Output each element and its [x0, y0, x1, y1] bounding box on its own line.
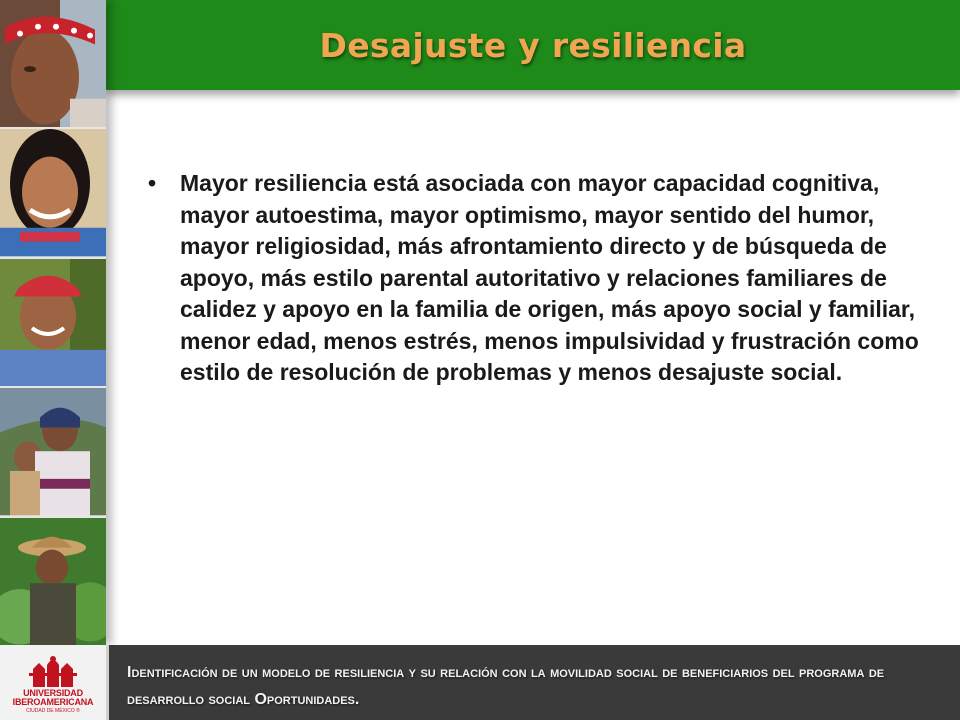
photo-farmer-hat	[0, 518, 106, 645]
bullet-text: Mayor resiliencia está asociada con mayor capacidad cognitiva, mayor autoestima, mayor optimismo, mayor sentido del humor, mayor religiosidad, más afrontamiento directo y de búsqueda de apoyo, más estilo parental autoritativo y relaciones familiares de calidez y apoyo en la familia de origen, más apoyo social y familiar, menor edad, menos estrés, menos impulsividad y frustración como estilo de resolución de problemas y menos desajuste social.	[180, 170, 919, 385]
university-logo	[0, 645, 109, 720]
logo-line-1: UNIVERSIDAD	[23, 688, 83, 698]
photo-woman-with-child	[0, 388, 106, 517]
footer	[0, 645, 960, 720]
photo-man-red-cap	[0, 259, 106, 388]
slide-content	[148, 168, 923, 389]
footer-caption: Identificación de un modelo de resiliencia y su relación con la movilidad social de beneficiarios del programa de desarrollo social Oportunidades.	[127, 664, 885, 708]
bullet-item	[148, 168, 923, 389]
bullet-list	[148, 168, 923, 389]
title-bar	[106, 0, 960, 90]
logo-line-2: IBEROAMERICANA	[12, 697, 94, 707]
slide-title: Desajuste y resiliencia	[319, 25, 747, 65]
photo-strip	[0, 0, 106, 645]
logo-line-3: CIUDAD DE MÉXICO ®	[26, 708, 80, 714]
photo-man-red-headband	[0, 0, 106, 129]
bullet-marker: •	[148, 170, 157, 196]
photo-woman-smiling	[0, 129, 106, 258]
university-crest-icon	[25, 651, 81, 689]
